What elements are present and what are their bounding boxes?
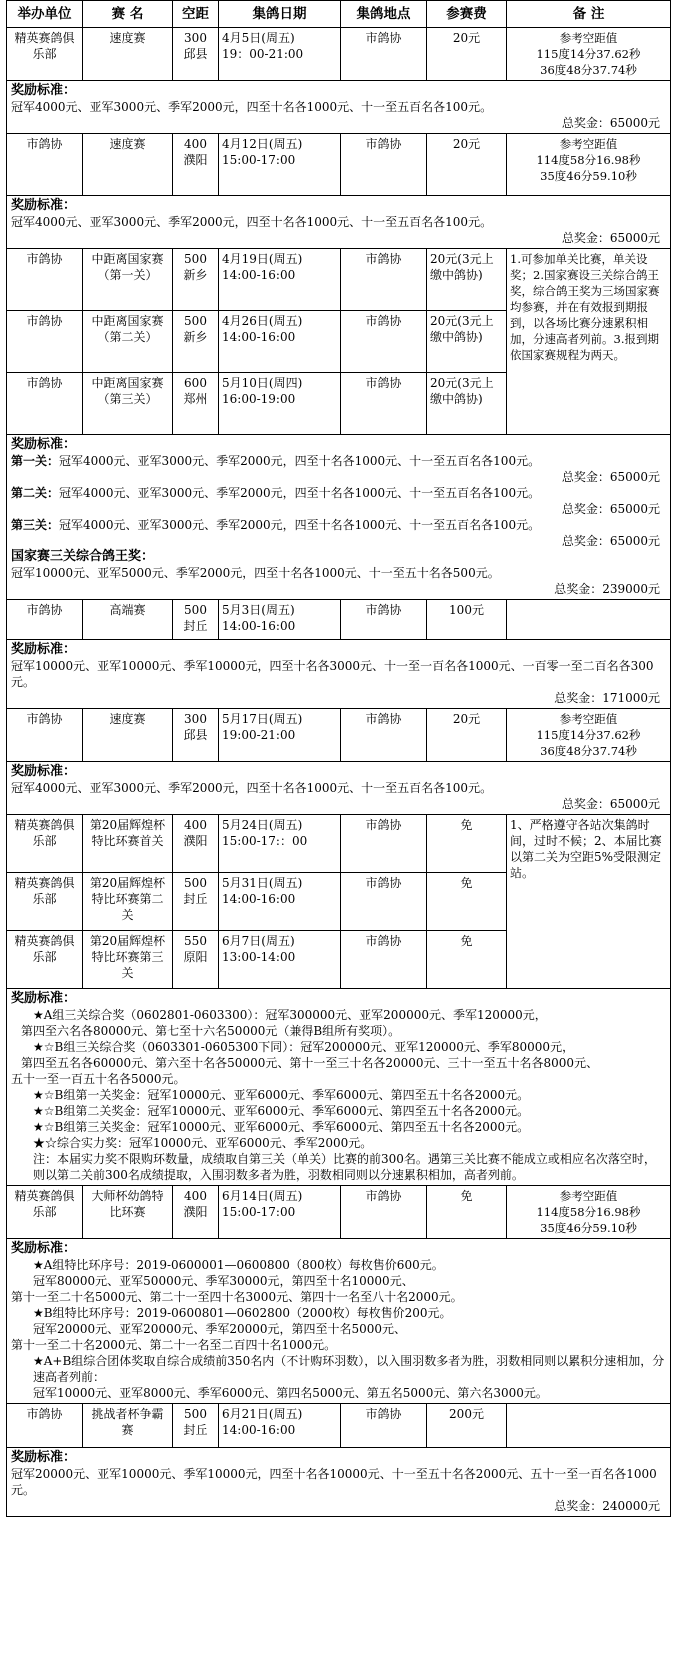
header-fee: 参赛费 <box>427 1 507 28</box>
race-fee: 免 <box>427 815 507 873</box>
reward-stage2: 第二关：冠军4000元、亚军3000元、季军2000元，四至十名各1000元、十一至五百名各100元。 <box>11 486 541 500</box>
race-organizer: 市鸽协 <box>7 709 83 762</box>
race-distance: 600 郑州 <box>173 373 219 435</box>
race-fee: 20元 <box>427 709 507 762</box>
race-location: 市鸽协 <box>341 931 427 989</box>
total-prize: 总奖金：65000元 <box>561 502 660 516</box>
race-row <box>7 815 671 873</box>
race-date: 6月7日(周五) 13:00-14:00 <box>219 931 341 989</box>
race-distance: 300 邱县 <box>173 28 219 81</box>
total-prize: 总奖金：171000元 <box>554 691 660 705</box>
reward-title: 奖励标准： <box>11 642 77 657</box>
race-fee: 免 <box>427 931 507 989</box>
reward-stage1: 第一关：冠军4000元、亚军3000元、季军2000元，四至十名各1000元、十一至五百名各100元。 <box>11 454 541 468</box>
reward-line: 冠军80000元、亚军50000元、季军30000元，第四至十名10000元、 <box>33 1274 414 1288</box>
reward-line: ★A+B组综合团体奖取自综合成绩前350名内（不计购环羽数），以入围羽数多者为胜，羽数相同则以累积分速相加，分速高者列前： <box>33 1354 665 1384</box>
race-distance: 500 封丘 <box>173 600 219 640</box>
race-organizer: 市鸽协 <box>7 373 83 435</box>
reward-standard <box>7 1448 671 1517</box>
header-location: 集鸽地点 <box>341 1 427 28</box>
reward-line: 冠军10000元、亚军8000元、季军6000元、第四名5000元、第五名5000元、第六名3000元。 <box>33 1386 548 1400</box>
race-organizer: 市鸽协 <box>7 249 83 311</box>
reward-line: 五十一至一百五十名各5000元。 <box>11 1072 186 1086</box>
total-prize: 总奖金：65000元 <box>561 797 660 811</box>
race-location: 市鸽协 <box>341 873 427 931</box>
reward-line: 第四至五名各60000元、第六至十名各50000元、第十一至三十名各20000元、三十一至五十名各8000元、 <box>21 1056 599 1070</box>
reward-title: 奖励标准： <box>11 198 77 213</box>
reward-line: ★☆B组第二关奖金：冠军10000元、亚军6000元、季军6000元、第四至五十名各2000元。 <box>33 1104 530 1118</box>
reward-text: 冠军4000元、亚军3000元、季军2000元，四至十名各1000元、十一至五百名各100元。 <box>11 100 493 114</box>
race-date: 6月21日(周五) 14:00-16:00 <box>219 1404 341 1448</box>
race-notes: 参考空距值 114度58分16.98秒 35度46分59.10秒 <box>507 134 671 196</box>
race-location: 市鸽协 <box>341 1186 427 1239</box>
reward-note: 注：本届实力奖不限购环数量，成绩取自第三关（单关）比赛的前300名。遇第三关比赛不能成立或相应名次落空时，则以第二关前300名成绩提取，入围羽数多者为胜，羽数相同则以分速累积相加，高者列前。 <box>33 1152 656 1182</box>
reward-standard <box>7 1239 671 1404</box>
race-notes: 参考空距值 114度58分16.98秒 35度46分59.10秒 <box>507 1186 671 1239</box>
race-notes <box>507 1404 671 1448</box>
reward-text: 冠军4000元、亚军3000元、季军2000元，四至十名各1000元、十一至五百名各100元。 <box>11 215 493 229</box>
race-name: 速度赛 <box>83 709 173 762</box>
race-organizer: 市鸽协 <box>7 600 83 640</box>
race-schedule-table <box>6 0 671 1517</box>
reward-line: ★A组三关综合奖（0602801-0603300）：冠军300000元、亚军200000元、季军120000元， <box>33 1008 547 1022</box>
reward-title: 奖励标准： <box>11 1450 77 1465</box>
king-award-title: 国家赛三关综合鸽王奖： <box>11 549 155 564</box>
race-location: 市鸽协 <box>341 709 427 762</box>
table-header-row <box>7 1 671 28</box>
race-location: 市鸽协 <box>341 311 427 373</box>
total-prize: 总奖金：240000元 <box>554 1499 660 1513</box>
race-notes <box>507 600 671 640</box>
reward-standard <box>7 762 671 815</box>
total-prize: 总奖金：65000元 <box>561 470 660 484</box>
reward-text: 冠军20000元、亚军10000元、季军10000元，四至十名各10000元、十一至五十名各2000元、五十一至一百名各1000元。 <box>11 1467 657 1497</box>
reward-line: 第四至六名各80000元、第七至十六名50000元（兼得B组所有奖项）。 <box>21 1024 401 1038</box>
race-distance: 400 濮阳 <box>173 1186 219 1239</box>
race-fee: 20元 <box>427 28 507 81</box>
race-distance: 400 濮阳 <box>173 134 219 196</box>
reward-text: 冠军10000元、亚军10000元、季军10000元，四至十名各3000元、十一至一百名各1000元、一百零一至二百名各300元。 <box>11 659 654 689</box>
reward-line: ★☆综合实力奖：冠军10000元、亚军6000元、季军2000元。 <box>33 1136 373 1150</box>
race-fee: 免 <box>427 873 507 931</box>
race-name: 中距离国家赛（第一关） <box>83 249 173 311</box>
race-distance: 500 新乡 <box>173 249 219 311</box>
reward-stage3: 第三关：冠军4000元、亚军3000元、季军2000元，四至十名各1000元、十一至五百名各100元。 <box>11 518 541 532</box>
race-distance: 550 原阳 <box>173 931 219 989</box>
race-location: 市鸽协 <box>341 600 427 640</box>
reward-line: 第十一至二十名5000元、第二十一至四十名3000元、第四十一名至八十名2000元。 <box>11 1290 463 1304</box>
race-distance: 400 濮阳 <box>173 815 219 873</box>
race-fee: 20元 <box>427 134 507 196</box>
race-date: 5月3日(周五) 14:00-16:00 <box>219 600 341 640</box>
race-distance: 500 封丘 <box>173 1404 219 1448</box>
race-row <box>7 1186 671 1239</box>
race-name: 挑战者杯争霸赛 <box>83 1404 173 1448</box>
reward-standard <box>7 81 671 134</box>
race-distance: 500 新乡 <box>173 311 219 373</box>
race-organizer: 市鸽协 <box>7 1404 83 1448</box>
race-organizer: 精英赛鸽俱乐部 <box>7 815 83 873</box>
race-fee: 免 <box>427 1186 507 1239</box>
total-prize: 总奖金：65000元 <box>561 534 660 548</box>
reward-line: ★☆B组第三关奖金：冠军10000元、亚军6000元、季军6000元、第四至五十名各2000元。 <box>33 1120 530 1134</box>
race-notes: 1.可参加单关比赛，单关设奖；2.国家赛设三关综合鸽王奖，综合鸽王奖为三场国家赛均参赛，并在有效报到期报到，以各场比赛分速累积相加，分速高者列前。3.报到期依国家赛规程为两天。 <box>507 249 671 435</box>
race-name: 高端赛 <box>83 600 173 640</box>
reward-line: ★☆B组三关综合奖（0603301-0605300下同）：冠军200000元、亚军120000元、季军80000元， <box>33 1040 575 1054</box>
reward-row <box>7 81 671 134</box>
total-prize: 总奖金：65000元 <box>561 231 660 245</box>
race-organizer: 精英赛鸽俱乐部 <box>7 1186 83 1239</box>
reward-line: ★☆B组第一关奖金：冠军10000元、亚军6000元、季军6000元、第四至五十名各2000元。 <box>33 1088 530 1102</box>
race-name: 速度赛 <box>83 28 173 81</box>
race-fee: 200元 <box>427 1404 507 1448</box>
race-distance: 300 邱县 <box>173 709 219 762</box>
race-date: 4月26日(周五) 14:00-16:00 <box>219 311 341 373</box>
race-organizer: 精英赛鸽俱乐部 <box>7 873 83 931</box>
king-award-text: 冠军10000元、亚军5000元、季军2000元，四至十名各1000元、十一至五十名各500元。 <box>11 566 500 580</box>
race-fee: 20元(3元上缴中鸽协) <box>427 373 507 435</box>
total-prize: 总奖金：65000元 <box>561 116 660 130</box>
race-row <box>7 249 671 311</box>
race-date: 4月12日(周五) 15:00-17:00 <box>219 134 341 196</box>
race-fee: 20元(3元上缴中鸽协) <box>427 311 507 373</box>
reward-line: ★A组特比环序号：2019-0600001—0600800（800枚）每枚售价600元。 <box>33 1258 444 1272</box>
race-notes: 参考空距值 115度14分37.62秒 36度48分37.74秒 <box>507 709 671 762</box>
race-name: 第20届辉煌杯特比环赛首关 <box>83 815 173 873</box>
race-name: 第20届辉煌杯特比环赛第二关 <box>83 873 173 931</box>
reward-title: 奖励标准： <box>11 991 77 1006</box>
race-date: 4月19日(周五) 14:00-16:00 <box>219 249 341 311</box>
reward-row <box>7 196 671 249</box>
race-schedule-document <box>6 0 670 1517</box>
race-row <box>7 1404 671 1448</box>
race-notes: 1、严格遵守各站次集鸽时间，过时不候；2、本届比赛以第二关为空距5%受限测定站。 <box>507 815 671 989</box>
race-location: 市鸽协 <box>341 815 427 873</box>
race-organizer: 精英赛鸽俱乐部 <box>7 28 83 81</box>
reward-text: 冠军4000元、亚军3000元、季军2000元，四至十名各1000元、十一至五百名各100元。 <box>11 781 493 795</box>
reward-standard <box>7 435 671 600</box>
reward-standard <box>7 640 671 709</box>
race-date: 5月10日(周四) 16:00-19:00 <box>219 373 341 435</box>
race-date: 5月17日(周五) 19:00-21:00 <box>219 709 341 762</box>
reward-row <box>7 1239 671 1404</box>
race-row <box>7 600 671 640</box>
race-location: 市鸽协 <box>341 1404 427 1448</box>
race-notes: 参考空距值 115度14分37.62秒 36度48分37.74秒 <box>507 28 671 81</box>
race-location: 市鸽协 <box>341 249 427 311</box>
race-location: 市鸽协 <box>341 28 427 81</box>
header-notes: 备 注 <box>507 1 671 28</box>
race-row <box>7 134 671 196</box>
race-date: 5月31日(周五) 14:00-16:00 <box>219 873 341 931</box>
race-date: 5月24日(周五) 15:00-17:：00 <box>219 815 341 873</box>
reward-title: 奖励标准： <box>11 83 77 98</box>
reward-title: 奖励标准： <box>11 437 77 452</box>
reward-title: 奖励标准： <box>11 764 77 779</box>
race-row <box>7 28 671 81</box>
race-location: 市鸽协 <box>341 373 427 435</box>
race-date: 6月14日(周五) 15:00-17:00 <box>219 1186 341 1239</box>
reward-row <box>7 762 671 815</box>
race-name: 速度赛 <box>83 134 173 196</box>
race-date: 4月5日(周五) 19：00-21:00 <box>219 28 341 81</box>
race-name: 中距离国家赛（第三关） <box>83 373 173 435</box>
race-location: 市鸽协 <box>341 134 427 196</box>
race-fee: 20元(3元上缴中鸽协) <box>427 249 507 311</box>
reward-standard <box>7 196 671 249</box>
race-row <box>7 709 671 762</box>
race-name: 第20届辉煌杯特比环赛第三关 <box>83 931 173 989</box>
reward-line: 第十一至二十名2000元、第二十一名至二百四十名1000元。 <box>11 1338 337 1352</box>
header-distance: 空距 <box>173 1 219 28</box>
race-organizer: 市鸽协 <box>7 311 83 373</box>
reward-row <box>7 989 671 1186</box>
reward-title: 奖励标准： <box>11 1241 77 1256</box>
race-distance: 500 封丘 <box>173 873 219 931</box>
header-organizer: 举办单位 <box>7 1 83 28</box>
header-race: 赛 名 <box>83 1 173 28</box>
race-fee: 100元 <box>427 600 507 640</box>
reward-row <box>7 1448 671 1517</box>
reward-row <box>7 435 671 600</box>
reward-row <box>7 640 671 709</box>
reward-line: ★B组特比环序号：2019-0600801—0602800（2000枚）每枚售价200元。 <box>33 1306 452 1320</box>
race-organizer: 精英赛鸽俱乐部 <box>7 931 83 989</box>
header-date: 集鸽日期 <box>219 1 341 28</box>
race-name: 中距离国家赛（第二关） <box>83 311 173 373</box>
race-organizer: 市鸽协 <box>7 134 83 196</box>
race-name: 大师杯幼鸽特比环赛 <box>83 1186 173 1239</box>
total-prize: 总奖金：239000元 <box>554 582 660 596</box>
reward-line: 冠军20000元、亚军20000元、季军20000元，第四至十名5000元、 <box>33 1322 407 1336</box>
reward-standard <box>7 989 671 1186</box>
